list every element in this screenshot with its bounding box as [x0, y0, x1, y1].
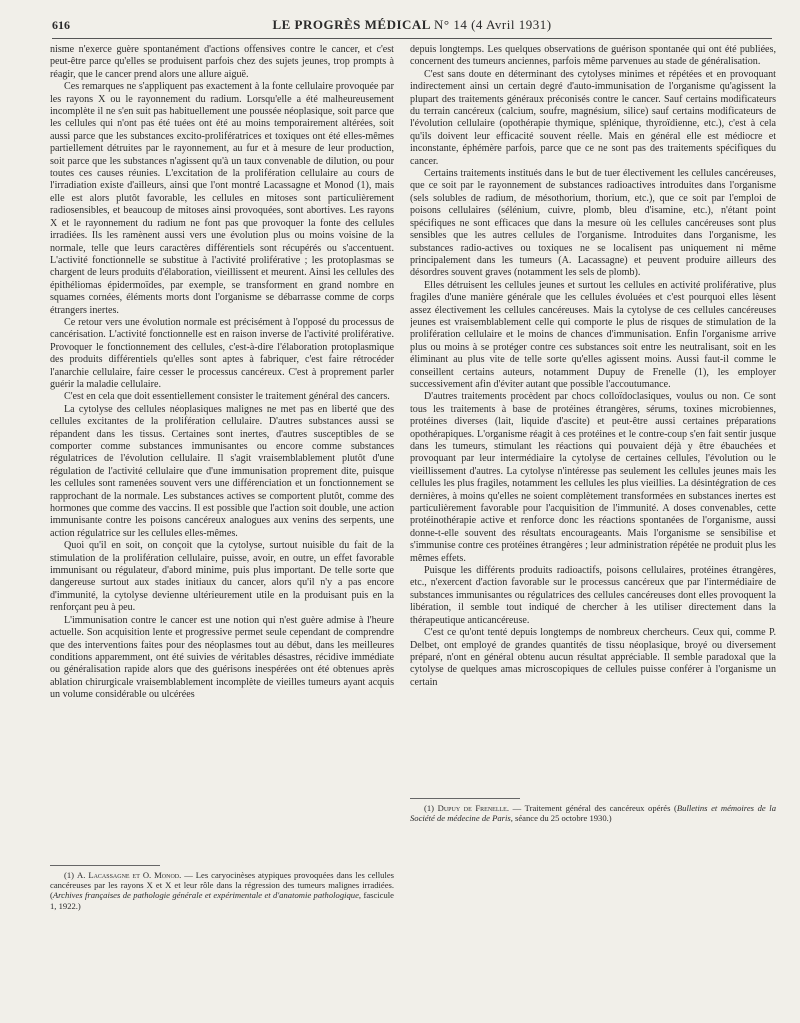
- paragraph: Certains traitements institués dans le but de tuer électivement les cellules cancéreuses, que ce soit par le rayonnement de substances radioactives introduites dans l'organisme (sels solubles de radium, de mésothorium, thorium, etc.), que ce soit par l'emploi de poisons cellulaires (sélénium, cuivre, plomb, bleu d'isamine, etc.), n'étant point spécifiques ne sont efficaces que dans la mesure où les cellules cancéreuses sont plus sensibles que les autres cellules de l'organisme. Introduites dans l'organisme, les substances radio-actives ou toxiques ne se localisent pas uniquement ni même principalement dans les tumeurs (A. Lacassagne) et peuvent produire ailleurs des désordres souvent graves (notamment les sels de plomb).: [410, 168, 776, 279]
- paragraph: D'autres traitements procèdent par chocs colloïdoclasiques, voulus ou non. Ce sont tous les traitements à base de protéines étrangères, sérums, toxines microbiennes, protéines diverses (lait, liquide d'ascite) et peut-être aussi certaines préparations opothérapiques. L'organisme réagit à ces protéines et le contre-coup s'en fait sentir jusque dans les tumeurs, stimulant les réactions qui pouvaient déjà y être ébauchées et provoquant par leur intermédiaire la cytolyse de certaines cellules, l'évolution ou le vieillissement d'autres. La cytolyse n'intéresse pas seulement les cellules jeunes mais les cellules les plus fragiles, notamment les cellules les plus vieillies. La désintégration de ces dernières, à moins qu'elles ne soient complètement transformées en substances inertes est particulièrement favorable pour l'acquisition de l'immunité. A doses convenables, cette protéinothérapie active et renforce donc les réactions spontanées de l'organisme, aussi donne-t-elle souvent des résultats encourageants. Mais l'organisme se sensibilise et s'immunise contre ces protéines étrangères ; leur administration répétée ne produit plus les mêmes effets.: [410, 391, 776, 564]
- paragraph: C'est en cela que doit essentiellement consister le traitement général des cancers.: [64, 391, 390, 403]
- journal-title: [52, 17, 772, 33]
- right-column-body: [410, 44, 776, 792]
- footnote: [50, 870, 394, 911]
- footnote-marker: (1): [64, 870, 77, 880]
- paragraph: Ces remarques ne s'appliquent pas exactement à la fonte cellulaire provoquée par les rayons X ou le rayonnement du radium. Lorsqu'elle a été malheureusement incomplète il ne s'en suit pas habituellement une poussée néoplasique, soit parce que les cellules qui n'ont pas été tuées ont été au moins temporairement altérées, soit aussi parce que les substances excito-prolifératrices et toxiques ont été elles-mêmes partiellement détruites par le rayonnement, au fur et à mesure de leur production, soit parce que les substances n'agissent qu'à un taux convenable de dilution, ou pour toutes ces causes réunies. L'excitation de la prolifération cellulaire au cours de l'irradiation existe d'ailleurs, ainsi que l'ont montré Lacassagne et Monod (1), mais elle est alors plutôt favorable, les cellules en mitoses sont particulièrement radiosensibles, et beaucoup de mitoses ainsi provoquées, sont abortives. Les rayons X et le rayonnement du radium ne font pas que provoquer la fonte des cellules irradiées. Ils les ramènent aussi vers une évolution plus ou moins voisine de la normale, telle que leurs caractères différentiels sont récupérés ou s'accentuent. L'activité fonctionnelle se substitue à l'activité proliférative ; les protoplasmas se chargent de leurs produits d'élaboration, vieillissent et meurent. Ainsi les cellules des épithéliomas épidermoïdes, par exemple, se transforment en grand nombre en squames cornées, éléments morts dont l'organisme se débarrasse comme de corps étrangers inertes.: [50, 81, 394, 316]
- paragraph: nisme n'exerce guère spontanément d'actions offensives contre le cancer, et c'est peut-être parce qu'elles se produisent parfois chez des sujets jeunes, trop prompts à réagir, que le cancer prend alors une allure aiguë.: [50, 44, 394, 80]
- paragraph: La cytolyse des cellules néoplasiques malignes ne met pas en liberté que des cellules excitantes de la prolifération cellulaire. D'autres substances aussi se répandent dans les tissus. Certaines sont inertes, d'autres susceptibles de se comporter comme substances immunisantes ou encore comme substances régulatrices de l'évolution cellulaire. Il s'agit vraisemblablement plutôt d'une régulation de l'activité cellulaire que d'une immunisation proprement dite, puisque les cellules sont ramenées souvent vers une différenciation et un fonctionnement se rapprochant de la normale. Les substances actives se comportent plutôt, comme des hormones que comme des vaccins. Il est possible que l'action soit double, une action immunisante contre les poisons cancéreux analogues aux venins des serpents, une action régulatrice sur les cellules elles-mêmes.: [50, 403, 394, 539]
- paragraph: C'est sans doute en déterminant des cytolyses minimes et répétées et en provoquant indirectement ainsi un certain degré d'auto-immunisation de l'organisme qu'agissent la plupart des traitements généraux préconisés contre le cancer. Sauf certains modificateurs du terrain cancéreux (calcium, soufre, magnésium, silice) sauf certains modificateurs de l'évolution cellulaire (opothérapie thymique, splénique, thyroïdienne, etc.), c'est à cela qu'ils doivent leur efficacité souvent réelle. Mais en général elle est médiocre et inconstante, éphémère parfois, parce que ce ne sont pas des traitements spécifiques du cancer.: [410, 68, 776, 167]
- footnote-source: Bulletins et mémoires de la Société de médecine de Paris: [410, 803, 776, 824]
- page-number: 616: [52, 18, 70, 32]
- footnote-rule: [50, 865, 160, 866]
- footnote: [410, 803, 776, 823]
- issue-info: N° 14 (4 Avril 1931): [434, 17, 552, 32]
- right-column: [410, 44, 776, 1013]
- footnote-author: A. Lacassagne et O. Monod.: [77, 870, 182, 880]
- left-column-body: [50, 44, 394, 859]
- footnote-marker: (1): [424, 803, 438, 813]
- paragraph: depuis longtemps. Les quelques observations de guérison spontanée qui ont été publiées, concernent des tumeurs anciennes, parfois même parvenues au stade de généralisation.: [410, 44, 776, 68]
- paragraph: L'immunisation contre le cancer est une notion qui n'est guère admise à l'heure actuelle. Son acquisition lente et progressive permet seule cependant de comprendre que des interventions faites pour des néoplasmes tout au début, dans les meilleures conditions apparemment, ont été suivies de véritables désastres, récidive immédiate ou généralisation rapide alors que des guérisons inespérées ont été obtenues après ablation chirurgicale vraisemblablement incomplète de vieilles tumeurs ayant acquis un volume considérable ou ulcérées: [50, 614, 394, 701]
- footnote-rule: [410, 798, 520, 799]
- footnote-source: Archives françaises de pathologie générale et expérimentale et d'anatomie pathologique: [52, 890, 359, 901]
- journal-name: LE PROGRÈS MÉDICAL: [272, 17, 431, 32]
- footnote-text: — Les caryocinèses atypiques provoquées dans les cellules cancéreuses par les rayons X et X et leur rôle dans la régression des tumeurs malignes irradiées. (: [50, 870, 394, 901]
- paragraph: Ce retour vers une évolution normale est précisément à l'opposé du processus de cancérisation. L'activité fonctionnelle est en raison inverse de l'activité proliférative. Provoquer le fonctionnement des cellules, c'est-à-dire l'élaboration protoplasmique des produits différentiels qu'elles sont aptes à fabriquer, c'est faire rétrocéder l'anarchie cellulaire, faire cesser le processus cancéreux. C'est à proprement parler guérir la maladie cellulaire.: [50, 316, 394, 390]
- footnote-author: Dupuy de Frenelle.: [437, 803, 509, 813]
- paragraph: C'est ce qu'ont tenté depuis longtemps de nombreux chercheurs. Ceux qui, comme P. Delbet, ont employé de grandes quantités de tissu néoplasique, broyé ou diversement préparé, n'ont en général obtenu aucun résultat appréciable. Il semble paradoxal que la cytolyse de quelques amas microscopiques de cellules puisse conférer à l'organisme un certain: [410, 627, 776, 688]
- left-column: [50, 44, 394, 1013]
- paragraph: Puisque les différents produits radioactifs, poisons cellulaires, protéines étrangères, etc., n'exercent d'action favorable sur le processus cancéreux que par l'intermédiaire de substances immunisantes ou régulatrices des cellules cancéreuses dont elles provoquent la libération, il semble tout indiqué de chercher à les utiliser directement dans la thérapeutique anticancéreuse.: [410, 565, 776, 626]
- footnote-tail: , séance du 25 octobre 1930.): [510, 813, 612, 824]
- paragraph: Elles détruisent les cellules jeunes et surtout les cellules en activité proliférative, plus fragiles d'une manière générale que les cellules évoluées et c'est pourquoi elles lèsent assez électivement les cellules cancéreuses. Mais la cytolyse de ces cellules cancéreuses jeunes est vraisemblablement celle qui comporte le plus de risques de stimulation de la prolifération cellulaire et le moins de chances d'immunisation. Enfin l'organisme arrive plus ou moins à se protéger contre ces substances soit entre les neutralisant, soit en les éliminant au plus vite de telle sorte qu'elles agissent moins. Aussi faut-il comme le conseillent certains auteurs, notamment Dupuy de Frenelle (1), les employer successivement afin d'éviter autant que possible l'accoutumance.: [410, 279, 776, 390]
- footnote-text: — Traitement général des cancéreux opérés (: [508, 803, 677, 813]
- footnote-tail: , fascicule 1, 1922.): [50, 890, 394, 911]
- running-header: [52, 16, 772, 39]
- paragraph: Quoi qu'il en soit, on conçoit que la cytolyse, surtout nuisible du fait de la stimulation de la prolifération cellulaire, puisse, avoir, en outre, un effet favorable immunisant ou régulateur, d'abord minime, puis plus important. De telle sorte que dangereuse surtout aux stades initiaux du cancer, alors qu'il n'y a pas encore d'immunité, la cytolyse devienne ultérieurement utile en la produisant puis en la renforçant peu à peu.: [50, 540, 394, 614]
